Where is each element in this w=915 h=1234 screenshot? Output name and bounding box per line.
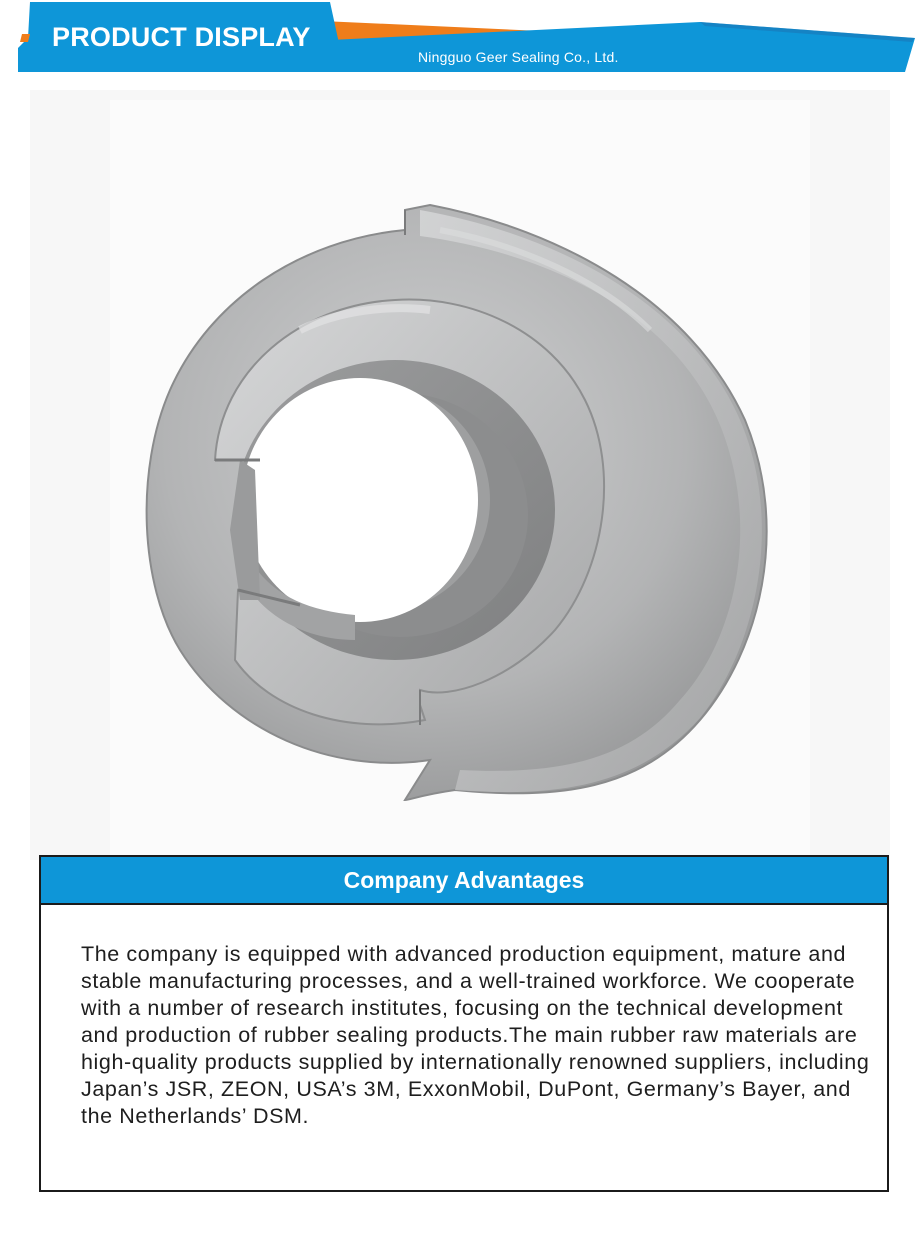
advantages-text: The company is equipped with advanced production equipment, mature and stable manufacturing processes, and a well-trained workforce. We cooperate with a number of research institutes, focusing on the technical development and production of rubber sealing products.The main rubber raw materials are high-quality products supplied by internationally renowned suppliers, including Japan’s JSR, ZEON, USA’s 3M, ExxonMobil, DuPont, Germany’s Bayer, and the Netherlands’ DSM. [81, 942, 870, 1128]
product-photo [0, 80, 915, 860]
metal-seal-ring-icon [0, 80, 915, 860]
header-banner [0, 0, 915, 80]
advantages-title: Company Advantages [343, 867, 585, 893]
advantages-header [41, 857, 887, 905]
company-name: Ningguo Geer Sealing Co., Ltd. [418, 49, 619, 65]
banner-title: PRODUCT DISPLAY [52, 22, 311, 52]
company-advantages-box [39, 855, 889, 1192]
